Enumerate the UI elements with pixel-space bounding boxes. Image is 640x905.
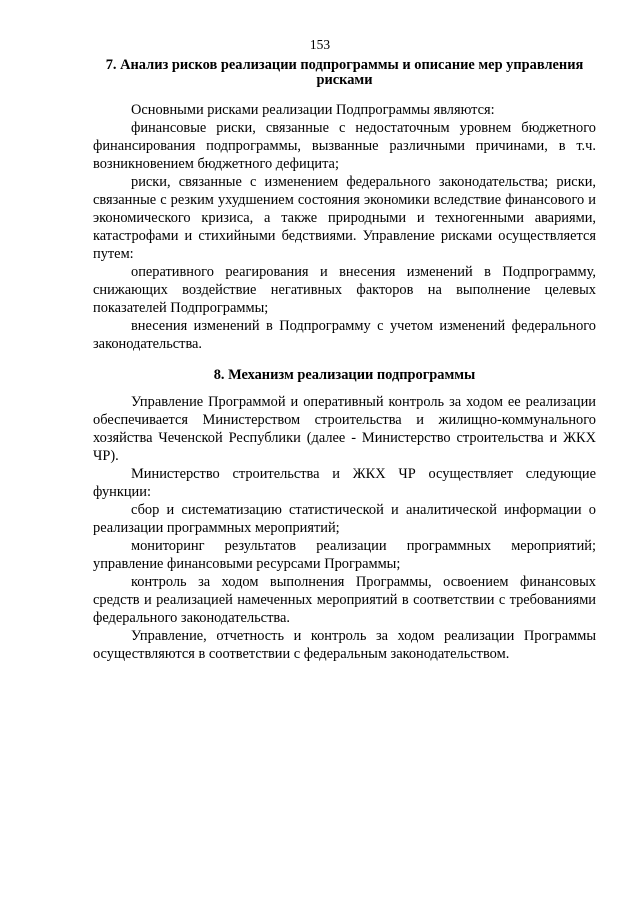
section-8-paragraph: мониторинг результатов реализации программных мероприятий; управление финансовыми ресурсами Программы;	[93, 538, 596, 572]
section-7-paragraph: финансовые риски, связанные с недостаточным уровнем бюджетного финансирования подпрограммы, вызванные различными причинами, в т.ч. возникновением бюджетного дефицита;	[93, 120, 596, 172]
page-number: 153	[309, 37, 331, 52]
section-8-paragraph: сбор и систематизацию статистической и аналитической информации о реализации программных мероприятий;	[93, 502, 596, 536]
section-8-paragraph: Управление, отчетность и контроль за ходом реализации Программы осуществляются в соответствии с федеральным законодательством.	[93, 628, 596, 662]
section-7-heading: 7. Анализ рисков реализации подпрограммы и описание мер управления рисками	[105, 57, 584, 88]
page-content	[93, 58, 596, 663]
section-8-paragraph: Министерство строительства и ЖКХ ЧР осуществляет следующие функции:	[93, 466, 596, 500]
section-8-heading: 8. Механизм реализации подпрограммы	[213, 367, 476, 383]
section-7-paragraph: внесения изменений в Подпрограмму с учетом изменений федерального законодательства.	[93, 318, 596, 352]
section-7-paragraph: риски, связанные с изменением федерального законодательства; риски, связанные с резким ухудшением состояния экономики вследствие финансового и экономического кризиса, а также природными и техногенными авариями, катастрофами и стихийными бедствиями. Управление рисками осуществляется путем:	[93, 174, 596, 262]
section-7-paragraph: Основными рисками реализации Подпрограммы являются:	[131, 102, 495, 118]
section-8-paragraph: контроль за ходом выполнения Программы, освоением финансовых средств и реализацией намеченных мероприятий в соответствии с требованиями федерального законодательства.	[93, 574, 596, 626]
section-7-paragraph: оперативного реагирования и внесения изменений в Подпрограмму, снижающих воздействие негативных факторов на выполнение целевых показателей Подпрограммы;	[93, 264, 596, 316]
section-8-paragraph: Управление Программой и оперативный контроль за ходом ее реализации обеспечивается Министерством строительства и жилищно-коммунального хозяйства Чеченской Республики (далее - Министерство строительства и ЖКХ ЧР).	[93, 394, 596, 464]
